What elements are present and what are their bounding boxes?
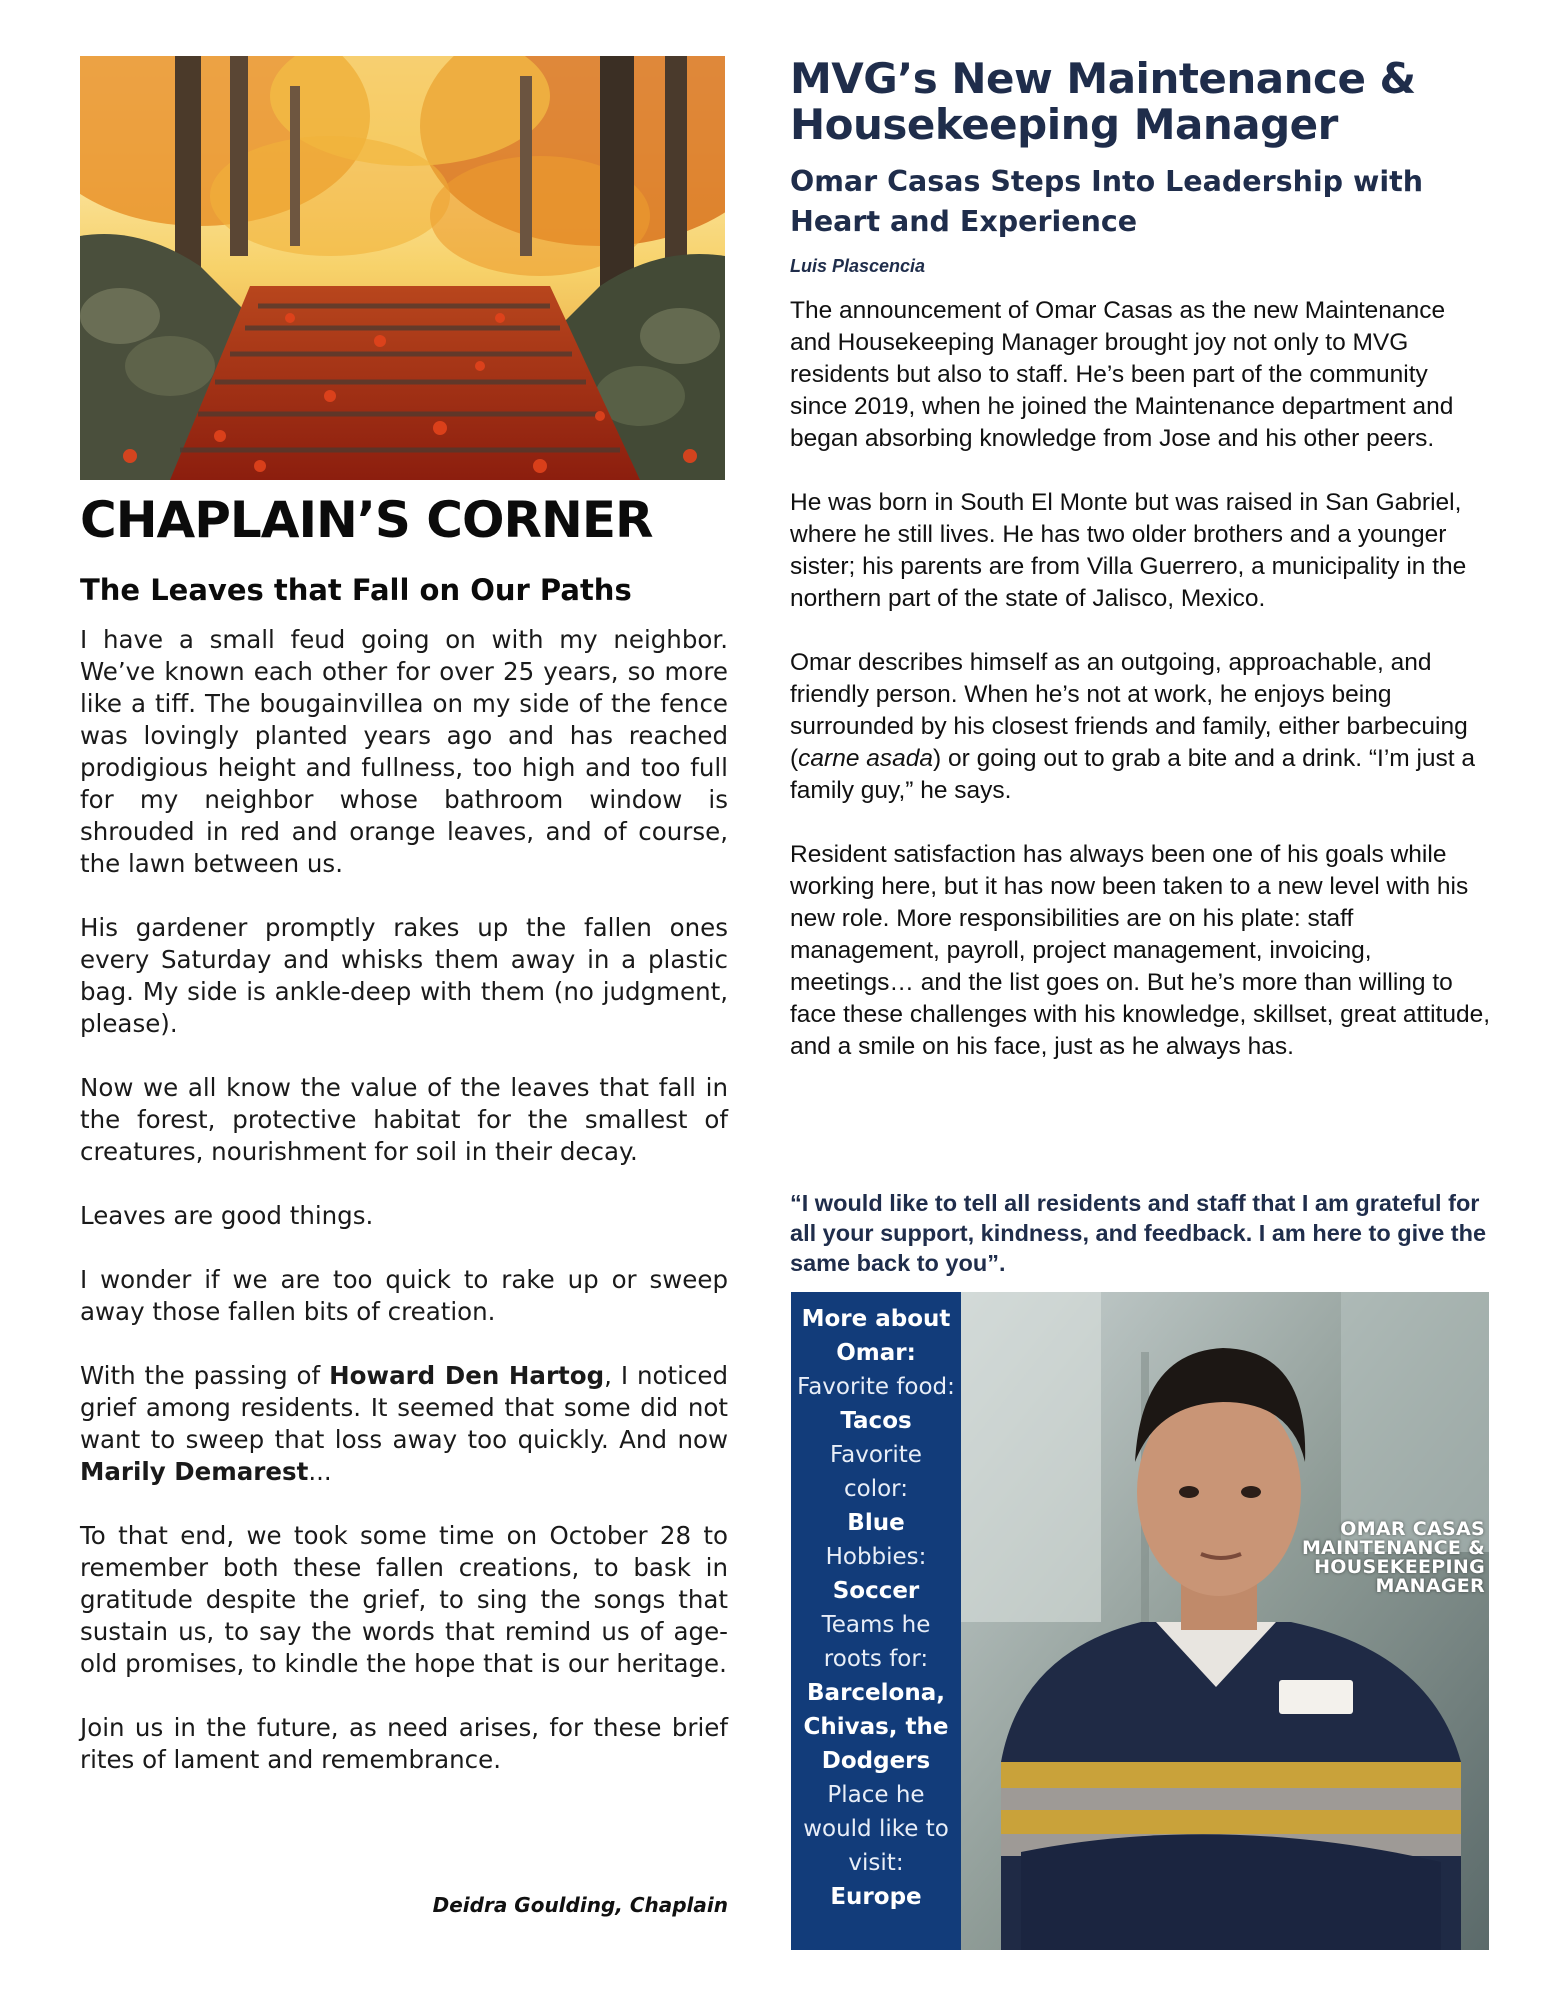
- text: ...: [308, 1457, 332, 1486]
- omar-quote: “I would like to tell all residents and staff that I am grateful for all your support, kindness, and feedback. I am here to give the same back to you”.: [790, 1190, 1487, 1276]
- paragraph: He was born in South El Monte but was raised in San Gabriel, where he still lives. He has two older brothers and a younger sister; his parents are from Villa Guerrero, a municipality in the northern part of the state of Jalisco, Mexico.: [790, 489, 1467, 612]
- article-body: [790, 295, 1490, 1095]
- omar-portrait-photo: [961, 1292, 1489, 1950]
- paragraph: [790, 647, 1490, 807]
- paragraph: I have a small feud going on with my neighbor. We’ve known each other for over 25 years, so more like a tiff. The bougainvillea on my side of the fence was lovingly planted years ago and has reached prodigious height and fullness, too high and too full for my neighbor whose bathroom window is shrouded in red and orange leaves, and of course, the lawn between us.: [80, 625, 728, 878]
- chaplain-title: CHAPLAIN’S CORNER: [80, 491, 653, 549]
- article-subtitle: Omar Casas Steps Into Leadership with Heart and Experience: [790, 165, 1424, 238]
- caption-line: MANAGER: [1375, 1575, 1485, 1597]
- hobbies-value: Soccer: [832, 1578, 920, 1604]
- place-value: Europe: [830, 1884, 922, 1910]
- article-byline: Luis Plascencia: [790, 256, 926, 276]
- caption-line: HOUSEKEEPING: [1314, 1556, 1485, 1578]
- chaplain-subtitle: The Leaves that Fall on Our Paths: [80, 573, 632, 607]
- article-title: MVG’s New Maintenance & Housekeeping Manager: [790, 54, 1416, 149]
- favorite-food-value: Tacos: [840, 1408, 912, 1434]
- paragraph: I wonder if we are too quick to rake up or sweep away those fallen bits of creation.: [80, 1265, 728, 1326]
- chaplain-signature: Deidra Goulding, Chaplain: [432, 1893, 728, 1917]
- text: With the passing of: [80, 1361, 330, 1390]
- favorite-color-value: Blue: [847, 1510, 905, 1536]
- about-omar-sidebar: [791, 1292, 961, 1950]
- teams-value: Barcelona, Chivas, the Dodgers: [803, 1680, 949, 1774]
- emphasis: carne asada: [798, 745, 934, 772]
- caption-line: OMAR CASAS: [1340, 1518, 1485, 1540]
- resident-name: Howard Den Hartog: [329, 1361, 605, 1390]
- caption-line: MAINTENANCE &: [1301, 1537, 1485, 1559]
- paragraph: To that end, we took some time on October 28 to remember both these fallen creations, to bask in gratitude despite the grief, to sing the songs that sustain us, to say the words that remind us of age-old promises, to kindle the hope that is our heritage.: [80, 1521, 728, 1678]
- autumn-stairs-photo: [80, 56, 725, 480]
- paragraph: Leaves are good things.: [80, 1201, 374, 1230]
- chaplain-body: [80, 624, 728, 1808]
- paragraph: [80, 1360, 728, 1488]
- place-label: Place he would like to visit:: [803, 1782, 949, 1876]
- hobbies-label: Hobbies:: [825, 1544, 927, 1570]
- paragraph: Resident satisfaction has always been one of his goals while working here, but it has now been taken to a new level with his new role. More responsibilities are on his plate: staff management, payroll, project management, invoicing, meetings… and the list goes on. But he’s more than willing to face these challenges with his knowledge, skillset, great attitude, and a smile on his face, just as he always has.: [790, 841, 1491, 1060]
- favorite-color-label: Favorite color:: [830, 1442, 922, 1502]
- text: , I noticed grief among residents. It seemed that some did not want to sweep that loss away too quickly. And now: [80, 1361, 728, 1454]
- text: ) or going out to grab a bite and a drink. “I’m just a family guy,” he says.: [790, 745, 1476, 804]
- teams-label: Teams he roots for:: [821, 1612, 931, 1672]
- favorite-food-label: Favorite food:: [797, 1374, 955, 1400]
- paragraph: Now we all know the value of the leaves that fall in the forest, protective habitat for the smallest of creatures, nourishment for soil in their decay.: [80, 1073, 728, 1166]
- text: Omar describes himself as an outgoing, approachable, and friendly person. When he’s not at work, he enjoys being surrounded by his closest friends and family, either barbecuing (: [790, 649, 1468, 772]
- paragraph: His gardener promptly rakes up the fallen ones every Saturday and whisks them away in a plastic bag. My side is ankle-deep with them (no judgment, please).: [80, 913, 728, 1038]
- resident-name: Marily Demarest: [80, 1457, 309, 1486]
- paragraph: The announcement of Omar Casas as the new Maintenance and Housekeeping Manager brought joy not only to MVG residents but also to staff. He’s been part of the community since 2019, when he joined the Maintenance department and began absorbing knowledge from Jose and his other peers.: [790, 297, 1454, 452]
- sidebar-heading: More about Omar:: [801, 1306, 951, 1366]
- paragraph: Join us in the future, as need arises, for these brief rites of lament and remembrance.: [80, 1713, 728, 1774]
- photo-caption: [1302, 1520, 1485, 1596]
